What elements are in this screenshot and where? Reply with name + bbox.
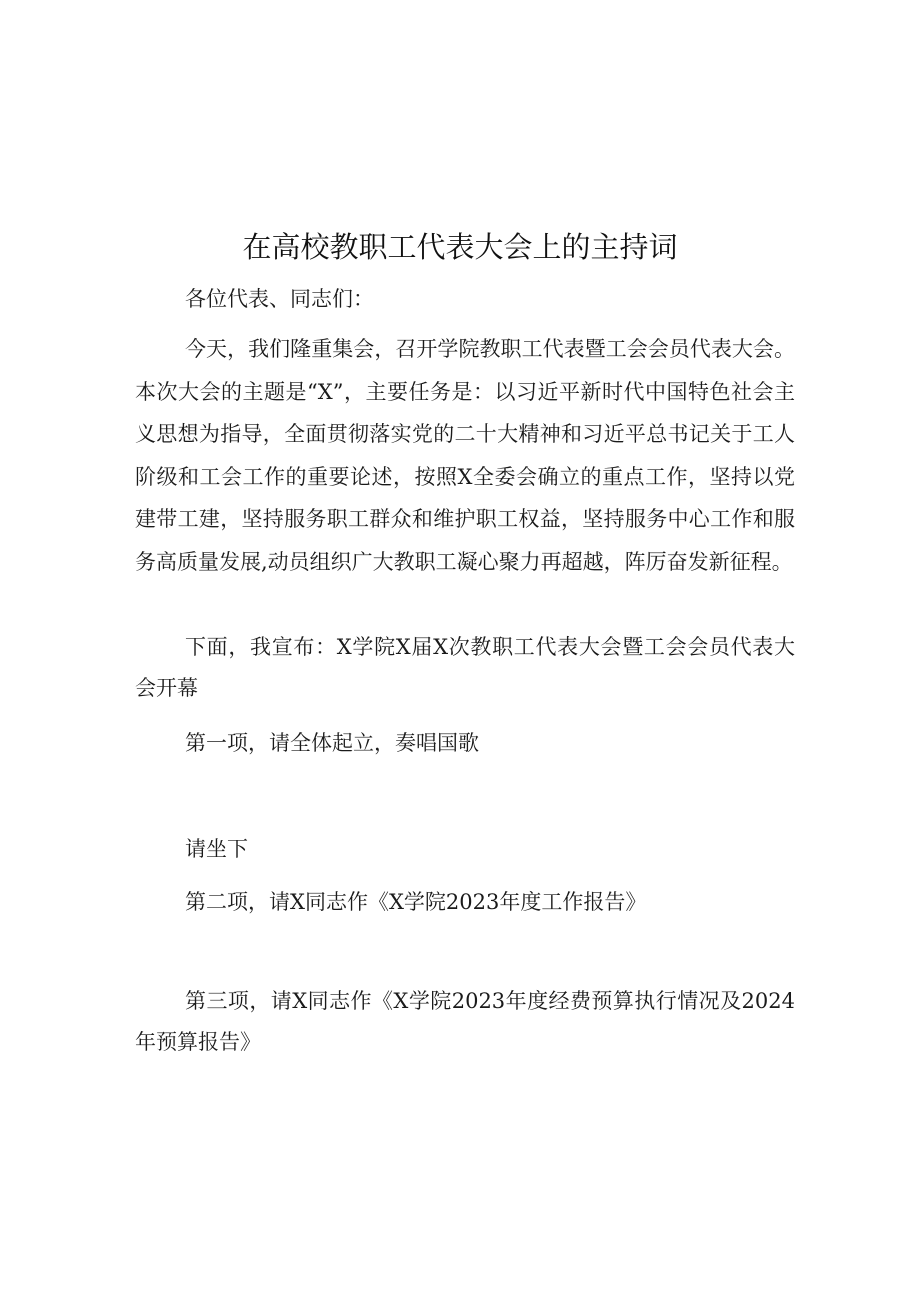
document-title: 在高校教职工代表大会上的主持词 bbox=[242, 230, 678, 264]
intro-paragraph: 今天，我们隆重集会，召开学院教职工代表暨工会会员代表大会。本次大会的主题是“X”，主要任务是：以习近平新时代中国特色社会主义思想为指导，全面贯彻落实党的二十大精神和习近平总书记关于工人阶级和工会工作的重要论述，按照X全委会确立的重点工作，坚持以党建带工建，坚持服务职工群众和维护职工权益，坚持服务中心工作和服务高质量发展,动员组织广大教职工凝心聚力再超越，阵厉奋发新征程。 bbox=[135, 337, 795, 574]
agenda-item-1: 第一项，请全体起立，奏唱国歌 bbox=[185, 731, 479, 755]
agenda-item-2: 第二项，请X同志作《X学院2023年度工作报告》 bbox=[185, 890, 647, 914]
greeting-paragraph: 各位代表、同志们： bbox=[185, 287, 374, 311]
announcement-paragraph: 下面，我宣布：X学院X届X次教职工代表大会暨工会会员代表大会开幕 bbox=[135, 635, 795, 700]
please-sit-paragraph: 请坐下 bbox=[185, 837, 248, 861]
agenda-item-3: 第三项，请X同志作《X学院2023年度经费预算执行情况及2024年预算报告》 bbox=[135, 989, 795, 1054]
